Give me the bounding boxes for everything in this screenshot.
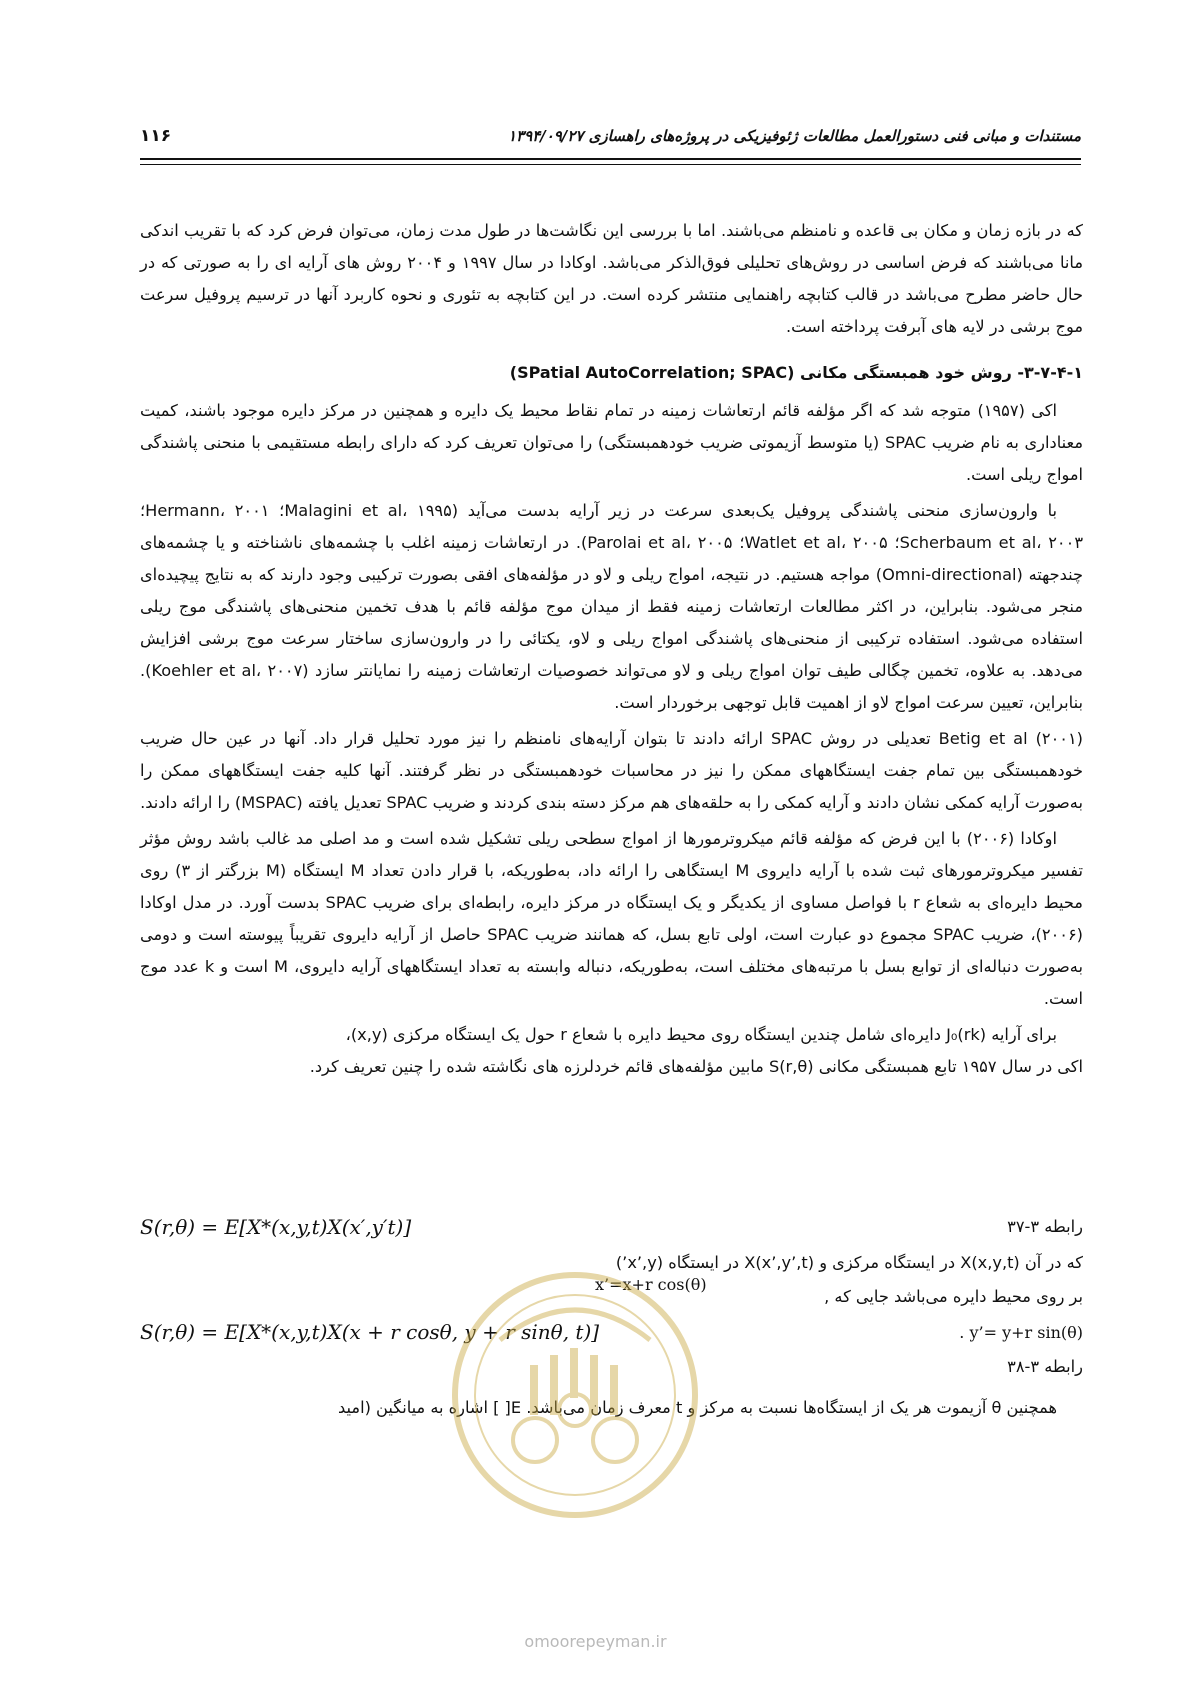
publisher-seal-watermark [440,1260,710,1530]
header-rule-top [140,158,1081,160]
page-number: ۱۱۶ [140,126,172,146]
paragraph-6a: برای آرایه J₀(rk) دایره‌ای شامل چندین ایستگاه روی محیط دایره با شعاع r حول یک ایستگاه مرکزی (x,y)، [345,1025,1057,1044]
paragraph-3: با وارون‌سازی منحنی پاشندگی پروفیل یک‌بعدی سرعت در زیر آرایه بدست می‌آید (Malagini et al، ۱۹۹۵؛ Hermann، ۲۰۰۱؛ Scherbaum et al، ۲۰۰۳؛ Watlet et al، ۲۰۰۵؛ Parolai et al، ۲۰۰۵). در ارتعاشات زمینه اغلب با چشمه‌های ناشناخته و یا چشمه‌های چندجهته (Omni-directional) مواجه هستیم. در نتیجه، امواج ریلی و لاو در مؤلفه‌های افقی بصورت ترکیبی وجود دارند که به نتایج پیچیده‌ای منجر می‌شود. بنابراین، در اکثر مطالعات ارتعاشات زمینه فقط از میدان موج مؤلفه قائم با هدف تخمین منحنی‌های پاشندگی موج ریلی استفاده می‌شود. استفاده ترکیبی از منحنی‌های پاشندگی امواج ریلی و لاو، یکتائی را در وارون‌سازی ساختار سرعت موج برشی افزایش می‌دهد. به علاوه، تخمین چگالی طیف توان امواج ریلی و لاو می‌تواند خصوصیات ارتعاشات زمینه را نمایانتر سازد (Koehler et al، ۲۰۰۷). بنابراین، تعیین سرعت امواج لاو از اهمیت قابل توجهی برخوردار است. [140,501,1084,712]
paragraph-5: اوکادا (۲۰۰۶) با این فرض که مؤلفه قائم میکروترمورها از امواج سطحی ریلی تشکیل شده است و مد اصلی مد غالب باشد روش مؤثر تفسیر میکروترمورهای ثبت شده با آرایه دایروی M ایستگاهی را ارائه داد، به‌طوریکه، با قرار دادن تعداد M ایستگاه (M بزرگتر از ۳) روی محیط دایره‌ای به شعاع r با فواصل مساوی از یکدیگر و یک ایستگاه در مرکز دایره، رابطه‌ای برای ضریب SPAC بدست آورد. در مدل اوکادا (۲۰۰۶)، ضریب SPAC مجموع دو عبارت است، اولی تابع بسل، که همانند ضریب SPAC حاصل از آرایه دایروی تقریباً پیوسته است و دومی به‌صورت دنباله‌ای از توابع بسل با مرتبه‌های مختلف است، به‌طوریکه، دنباله وابسته به تعداد ایستگاههای آرایه دایروی، M است و k عدد موج است. [140,829,1083,1008]
equation-3-38: S(r,θ) = E[X*(x,y,t)X(x + r cosθ, y + r sinθ, t)] [140,1320,600,1344]
x-prime-formula: x’=x+r cos(θ) [595,1275,707,1294]
running-title: مستندات و مبانی فنی دستورالعمل مطالعات ژئوفیزیکی در پروژه‌های راهسازی ۱۳۹۴/۰۹/۲۷ [507,127,1081,145]
header-rule-bottom [140,164,1081,165]
paragraph-6b: اکی در سال ۱۹۵۷ تابع همبستگی مکانی S(r,θ) مابین مؤلفه‌های قائم خردلرزه های نگاشته شده را چنین تعریف کرد. [309,1057,1083,1076]
last-line: همچنین θ آزیموت هر یک از ایستگاه‌ها نسبت به مرکز و t معرف زمان می‌باشد. E[ ] اشاره به میانگین (امید [338,1398,1057,1417]
body-text [140,215,1083,1087]
paragraph-1: که در بازه زمان و مکان بی قاعده و نامنظم می‌باشند. اما با بررسی این نگاشت‌ها در طول مدت زمان، می‌توان فرض کرد که با تقریب اندکی مانا می‌باشند که فرض اساسی در روش‌های تحلیلی فوق‌الذکر می‌باشد. اوکادا در سال ۱۹۹۷ و ۲۰۰۴ روش های آرایه ای را به صورتی که در حال حاضر مطرح می‌باشد در قالب کتابچه راهنمایی منتشر کرده است. در این کتابچه به تئوری و نحوه کاربرد آنها در ترسیم پروفیل سرعت موج برشی در لایه های آبرفت پرداخته است. [140,221,1084,336]
equation-3-37: S(r,θ) = E[X*(x,y,t)X(x′,y′t)] [140,1215,412,1239]
section-heading: ۳-۷-۴-۱- روش خود همبستگی مکانی (SPatial AutoCorrelation; SPAC) [509,363,1083,382]
circle-line: بر روی محیط دایره می‌باشد جایی که , [824,1287,1083,1306]
equation-label-3-38: رابطه ۳-۳۸ [1007,1357,1083,1376]
page-header [140,120,1081,152]
site-watermark: omoorepeyman.ir [524,1632,667,1651]
y-prime-formula: . y’= y+r sin(θ) [959,1323,1083,1342]
where-line: که در آن X(x,y,t) در ایستگاه مرکزی و X(x’,y’,t) در ایستگاه (x’,y’) [615,1253,1083,1272]
paragraph-4: Betig et al (۲۰۰۱) تعدیلی در روش SPAC ارائه دادند تا بتوان آرایه‌های نامنظم را نیز مورد تحلیل قرار داد. آنها در عین حال ضریب خودهمبستگی بین تمام جفت ایستگاههای ممکن را نیز در محاسبات خودهمبستگی در نظر گرفتند. آنها کلیه جفت ایستگاههای ممکن را به‌صورت آرایه کمکی نشان دادند و آرایه کمکی را به حلقه‌های هم مرکز دسته بندی کردند و ضریب SPAC تعدیل یافته (MSPAC) را ارائه دادند. [140,729,1083,812]
equation-label-3-37: رابطه ۳-۳۷ [1007,1217,1083,1236]
paragraph-2: اکی (۱۹۵۷) متوجه شد که اگر مؤلفه قائم ارتعاشات زمینه در تمام نقاط محیط یک دایره و همچنین در مرکز دایره موجود باشند، کمیت معناداری به نام ضریب SPAC (یا متوسط آزیموتی ضریب خودهمبستگی) را می‌توان تعریف کرد که دارای رابطه مستقیمی با منحنی پاشندگی امواج ریلی است. [140,401,1083,484]
